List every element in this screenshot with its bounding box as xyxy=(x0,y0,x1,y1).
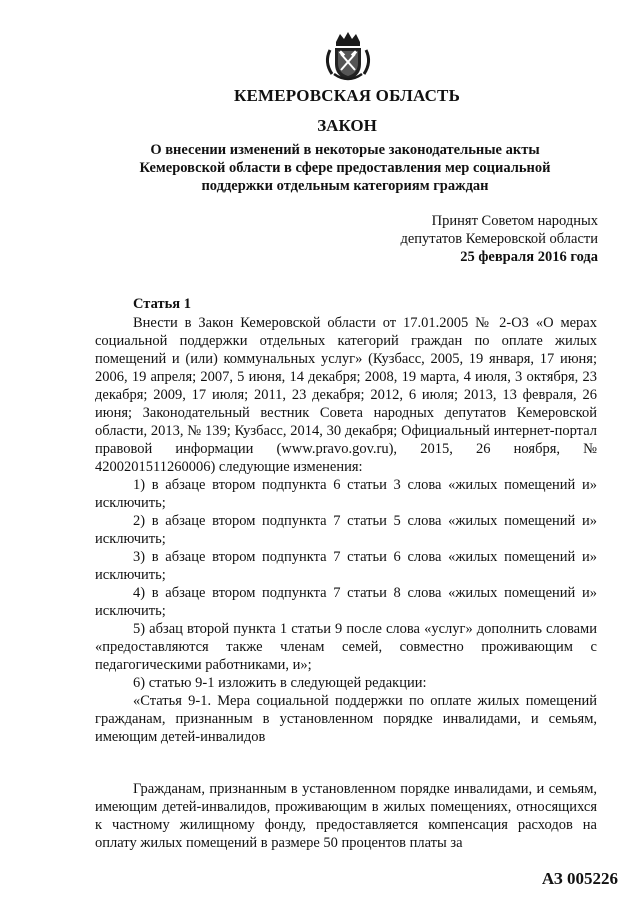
quoted-article-heading: «Статья 9-1. Мера социальной поддержки по оплате жилых помещений гражданам, признанным в установленном порядке инвалидами, и семьям, имеющим детей-инвалидов xyxy=(95,693,597,745)
law-title-line: Кемеровской области в сфере предоставления мер социальной xyxy=(139,160,551,176)
document-type: ЗАКОН xyxy=(317,116,377,135)
law-title xyxy=(130,141,560,195)
law-title-line: О внесении изменений в некоторые законодательные акты xyxy=(150,142,540,158)
adoption-line: Принят Советом народных xyxy=(431,213,598,229)
list-item: 1) в абзаце втором подпункта 6 статьи 3 слова «жилых помещений и» исключить; xyxy=(95,477,597,511)
law-title-line: поддержки отдельным категориям граждан xyxy=(201,178,489,194)
adoption-line: депутатов Кемеровской области xyxy=(400,231,598,247)
list-item: 3) в абзаце втором подпункта 7 статьи 6 слова «жилых помещений и» исключить; xyxy=(95,549,597,583)
adoption-date: 25 февраля 2016 года xyxy=(460,249,598,265)
list-item: 2) в абзаце втором подпункта 7 статьи 5 слова «жилых помещений и» исключить; xyxy=(95,513,597,547)
serial-number: АЗ 005226 xyxy=(541,869,618,888)
list-item: 4) в абзаце втором подпункта 7 статьи 8 слова «жилых помещений и» исключить; xyxy=(95,585,597,619)
coat-of-arms-icon xyxy=(320,28,376,84)
region-heading: КЕМЕРОВСКАЯ ОБЛАСТЬ xyxy=(233,86,461,105)
list-item: 6) статью 9-1 изложить в следующей редакции: xyxy=(133,675,427,691)
article-intro: Внести в Закон Кемеровской области от 17.01.2005 № 2-ОЗ «О мерах социальной поддержки отдельных категорий граждан по оплате жилых помещений и (или) коммунальных услуг» (Кузбасс, 2005, 19 января, 17 июня; 2006, 19 апреля; 2007, 5 июня, 14 декабря; 2008, 19 марта, 4 июля, 3 октября, 23 декабря; 2009, 17 июля; 2011, 23 декабря; 2012, 6 июля; 2013, 13 февраля, 26 июня; Законодательный вестник Совета народных депутатов Кемеровской области, 2013, № 139; Кузбасс, 2014, 30 декабря; Официальный интернет-портал правовой информации (www.pravo.gov.ru), 2015, 26 ноября, № 4200201511260006) следующие изменения: xyxy=(95,315,597,475)
article-heading: Статья 1 xyxy=(133,296,191,312)
adoption-block xyxy=(400,212,598,266)
quoted-article-body: Гражданам, признанным в установленном порядке инвалидами, и семьям, имеющим детей-инвалидов, проживающим в жилых помещениях, относящихся к частному жилищному фонду, предоставляется компенсация расходов на оплату жилых помещений в размере 50 процентов платы за xyxy=(95,781,597,851)
article-body xyxy=(95,314,597,852)
list-item: 5) абзац второй пункта 1 статьи 9 после слова «услуг» дополнить словами «предоставляются также членам семей, совместно проживающим с педагогическими работниками, и»; xyxy=(95,621,597,673)
